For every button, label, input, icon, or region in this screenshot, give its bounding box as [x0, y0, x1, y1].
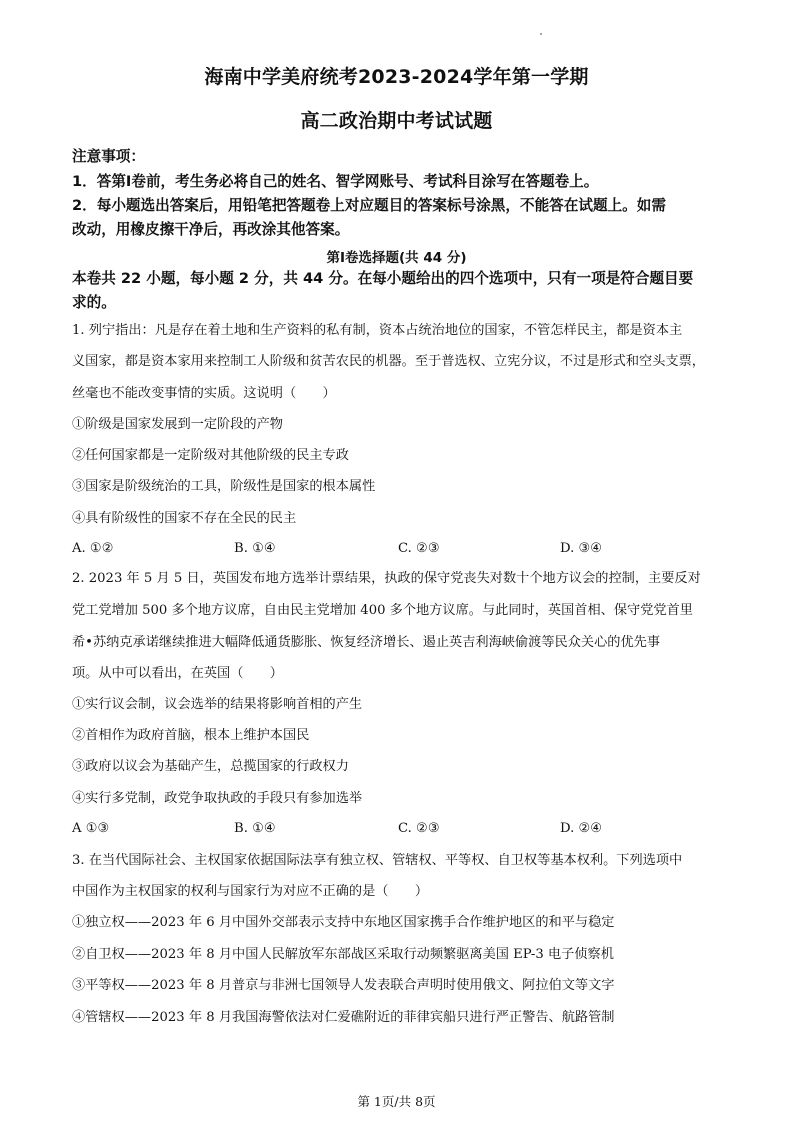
notes-item-2-line-2: 改动，用橡皮擦干净后，再改涂其他答案。: [72, 221, 350, 238]
q1-statement: ④具有阶级性的国家不存在全民的民主: [72, 511, 297, 526]
q3-stem-line: 3. 在当代国际社会、主权国家依据国际法享有独立权、管辖权、平等权、自卫权等基本权利。下列选项中: [72, 853, 683, 868]
q1-statement: ①阶级是国家发展到一定阶段的产物: [72, 417, 283, 432]
q2-statement: ③政府以议会为基础产生，总揽国家的行政权力: [72, 759, 349, 774]
section-title: 第Ⅰ卷选择题(共 44 分): [326, 250, 467, 266]
q2-statement: ②首相作为政府首脑，根本上维护本国民: [72, 728, 310, 743]
exam-subtitle: 高二政治期中考试试题: [300, 110, 493, 132]
q2-statement: ①实行议会制，议会选举的结果将影响首相的产生: [72, 697, 363, 712]
q3-statement: ①独立权——2023 年 6 月中国外交部表示支持中东地区国家携手合作维护地区的和平与稳定: [72, 915, 615, 930]
notes-heading: 注意事项：: [72, 148, 145, 165]
q1-stem-line: 丝毫也不能改变事情的实质。这说明（ ）: [72, 386, 336, 401]
q3-statement: ②自卫权——2023 年 8 月中国人民解放军东部战区采取行动频繁驱离美国 EP-3 电子侦察机: [72, 947, 614, 962]
q3-statement: ③平等权——2023 年 8 月普京与非洲七国领导人发表联合声明时使用俄文、阿拉伯文等文字: [72, 978, 615, 993]
q2-option-c[interactable]: C. ②③: [398, 821, 440, 836]
q1-option-b[interactable]: B. ①④: [234, 541, 276, 556]
q3-stem-line: 中国作为主权国家的权利与国家行为对应不正确的是（ ）: [72, 884, 429, 899]
q1-option-d[interactable]: D. ③④: [560, 541, 603, 556]
section-intro-line-2: 求的。: [72, 294, 116, 311]
q3-statement: ④管辖权——2023 年 8 月我国海警依法对仁爱礁附近的菲律宾船只进行严正警告、航路管制: [72, 1010, 615, 1025]
q1-statement: ②任何国家都是一定阶级对其他阶级的民主专政: [72, 448, 349, 463]
q2-stem-line: 希•苏纳克承诺继续推进大幅降低通货膨胀、恢复经济增长、遏止英吉利海峡偷渡等民众关心的优先事: [72, 635, 661, 650]
q2-option-b[interactable]: B. ①④: [234, 821, 276, 836]
q1-option-a[interactable]: A. ①②: [72, 541, 114, 556]
q1-statement: ③国家是阶级统治的工具，阶级性是国家的根本属性: [72, 479, 376, 494]
q2-stem-line: 2. 2023 年 5 月 5 日，英国发布地方选举计票结果，执政的保守党丧失对数十个地方议会的控制，主要反对: [72, 571, 701, 586]
section-intro-line-1: 本卷共 22 小题，每小题 2 分，共 44 分。在每小题给出的四个选项中，只有一项是符合题目要: [72, 270, 694, 287]
q2-option-d[interactable]: D. ②④: [560, 821, 603, 836]
page-number: 第 1页/共 8页: [357, 1094, 436, 1109]
q1-option-c[interactable]: C. ②③: [398, 541, 440, 556]
q2-statement: ④实行多党制，政党争取执政的手段只有参加选举: [72, 791, 363, 806]
exam-title: 海南中学美府统考2023-2024学年第一学期: [204, 66, 589, 88]
q1-stem-line: 义国家，都是资本家用来控制工人阶级和贫苦农民的机器。至于普选权、立宪分议，不过是形式和空头支票，: [72, 354, 705, 369]
notes-item-2-line-1: 2．每小题选出答案后，用铅笔把答题卷上对应题目的答案标号涂黑，不能答在试题上。如需: [72, 197, 666, 214]
q2-stem-line: 党工党增加 500 多个地方议席，自由民主党增加 400 多个地方议席。与此同时，英国首相、保守党党首里: [72, 603, 693, 618]
q2-stem-line: 项。从中可以看出，在英国（ ）: [72, 666, 283, 681]
q1-stem-line: 1. 列宁指出：凡是存在着土地和生产资料的私有制，资本占统治地位的国家，不管怎样民主，都是资本主: [72, 323, 683, 338]
scan-speck: [540, 33, 542, 35]
q2-option-a[interactable]: A ①③: [72, 821, 110, 836]
notes-item-1: 1．答第Ⅰ卷前，考生务必将自己的姓名、智学网账号、考试科目涂写在答题卷上。: [72, 173, 599, 190]
